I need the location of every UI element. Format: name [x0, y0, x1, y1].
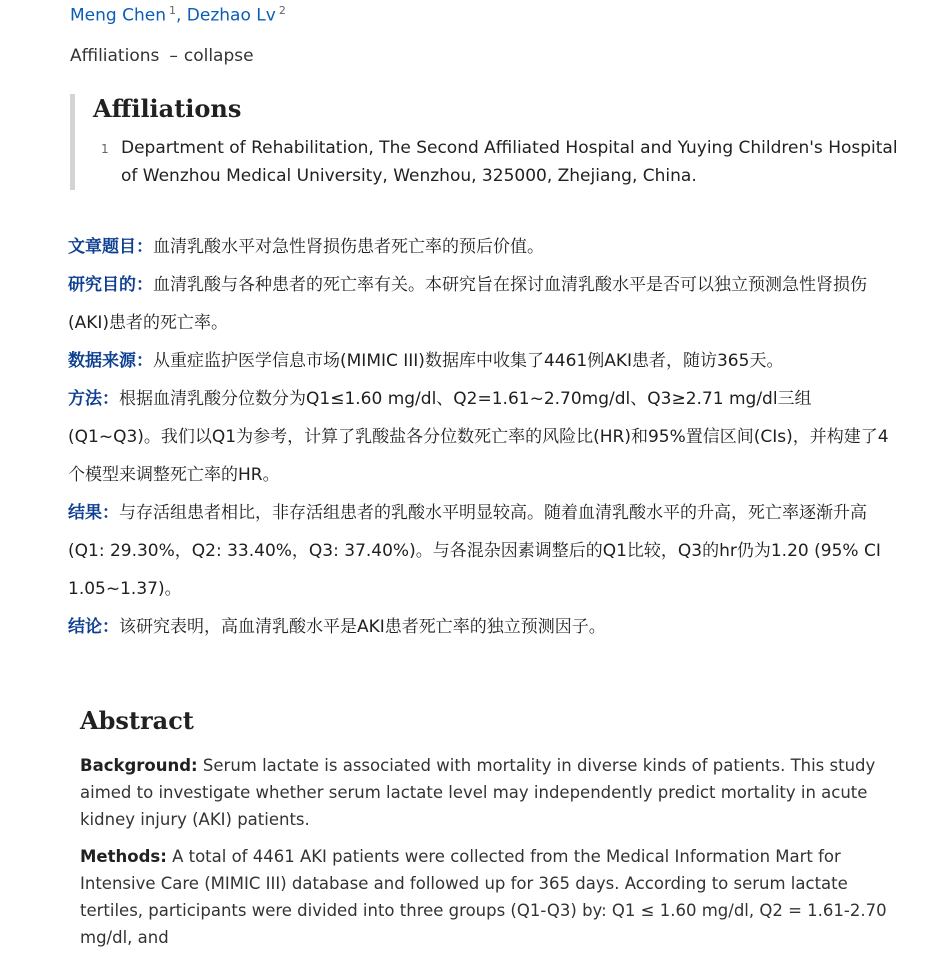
summary-results-paragraph	[68, 494, 898, 608]
author-link-dezhao-lv[interactable]: Dezhao Lv	[186, 5, 276, 26]
summary-label: 结论：	[68, 617, 119, 637]
summary-label: 结果：	[68, 503, 119, 523]
summary-title-paragraph	[68, 228, 898, 266]
affiliations-heading: Affiliations	[93, 94, 242, 123]
author-separator: ,	[175, 5, 182, 26]
abstract-background-paragraph	[80, 752, 895, 833]
summary-objective-paragraph	[68, 266, 898, 342]
author-affiliation-marker[interactable]: 1	[168, 4, 176, 17]
summary-methods-paragraph	[68, 380, 898, 494]
author-affiliation-marker[interactable]: 2	[278, 4, 286, 17]
collapse-link[interactable]: collapse	[183, 46, 254, 66]
summary-label: 方法：	[68, 389, 119, 409]
abstract-text: Serum lactate is associated with mortality in diverse kinds of patients. This study aimed to investigate whether serum lactate level may independently predict mortality in acute kidney injury (AKI) patients.	[80, 756, 876, 829]
summary-text: 根据血清乳酸分位数分为Q1≤1.60 mg/dl、Q2=1.61~2.70mg/dl、Q3≥2.71 mg/dl三组(Q1~Q3)。我们以Q1为参考，计算了乳酸盐各分位数死亡率的风险比(HR)和95%置信区间(CIs)，并构建了4个模型来调整死亡率的HR。	[68, 389, 889, 485]
author-list	[70, 4, 286, 26]
affiliation-text: Department of Rehabilitation, The Second Affiliated Hospital and Yuying Children's Hospital of Wenzhou Medical University, Wenzhou, 325000, Zhejiang, China.	[121, 138, 898, 186]
summary-text: 该研究表明，高血清乳酸水平是AKI患者死亡率的独立预测因子。	[119, 617, 606, 637]
affiliation-number: 1	[101, 142, 109, 156]
chinese-summary	[68, 228, 898, 646]
abstract-methods-paragraph	[80, 843, 895, 951]
summary-label: 数据来源：	[68, 351, 153, 371]
abstract-heading: Abstract	[80, 706, 194, 735]
summary-text: 从重症监护医学信息市场(MIMIC III)数据库中收集了4461例AKI患者，随访365天。	[153, 351, 784, 371]
abstract-text: A total of 4461 AKI patients were collected from the Medical Information Mart for Intensive Care (MIMIC III) database and followed up for 365 days. According to serum lactate tertiles, participants were divided into three groups (Q1-Q3) by: Q1 ≤ 1.60 mg/dl, Q2 = 1.61-2.70 mg/dl, and	[80, 847, 887, 947]
author-link-meng-chen[interactable]: Meng Chen	[70, 5, 166, 26]
abstract-label: Background:	[80, 756, 198, 775]
affiliations-panel	[70, 94, 905, 190]
summary-label: 研究目的：	[68, 275, 153, 295]
summary-conclusion-paragraph	[68, 608, 898, 646]
abstract-body	[80, 752, 895, 961]
affiliations-toggle[interactable]	[70, 46, 254, 66]
abstract-label: Methods:	[80, 847, 167, 866]
summary-text: 血清乳酸与各种患者的死亡率有关。本研究旨在探讨血清乳酸水平是否可以独立预测急性肾损伤(AKI)患者的死亡率。	[68, 275, 867, 333]
summary-text: 血清乳酸水平对急性肾损伤患者死亡率的预后价值。	[153, 237, 544, 257]
summary-label: 文章题目：	[68, 237, 153, 257]
affiliations-toggle-label: Affiliations	[70, 46, 160, 66]
collapse-dash-icon: –	[169, 46, 178, 66]
summary-source-paragraph	[68, 342, 898, 380]
summary-text: 与存活组患者相比，非存活组患者的乳酸水平明显较高。随着血清乳酸水平的升高，死亡率逐渐升高(Q1: 29.30%，Q2: 33.40%，Q3: 37.40%)。与各混杂因素调整后的Q1比较，Q3的hr仍为1.20 (95% CI 1.05~1.37)。	[68, 503, 881, 599]
